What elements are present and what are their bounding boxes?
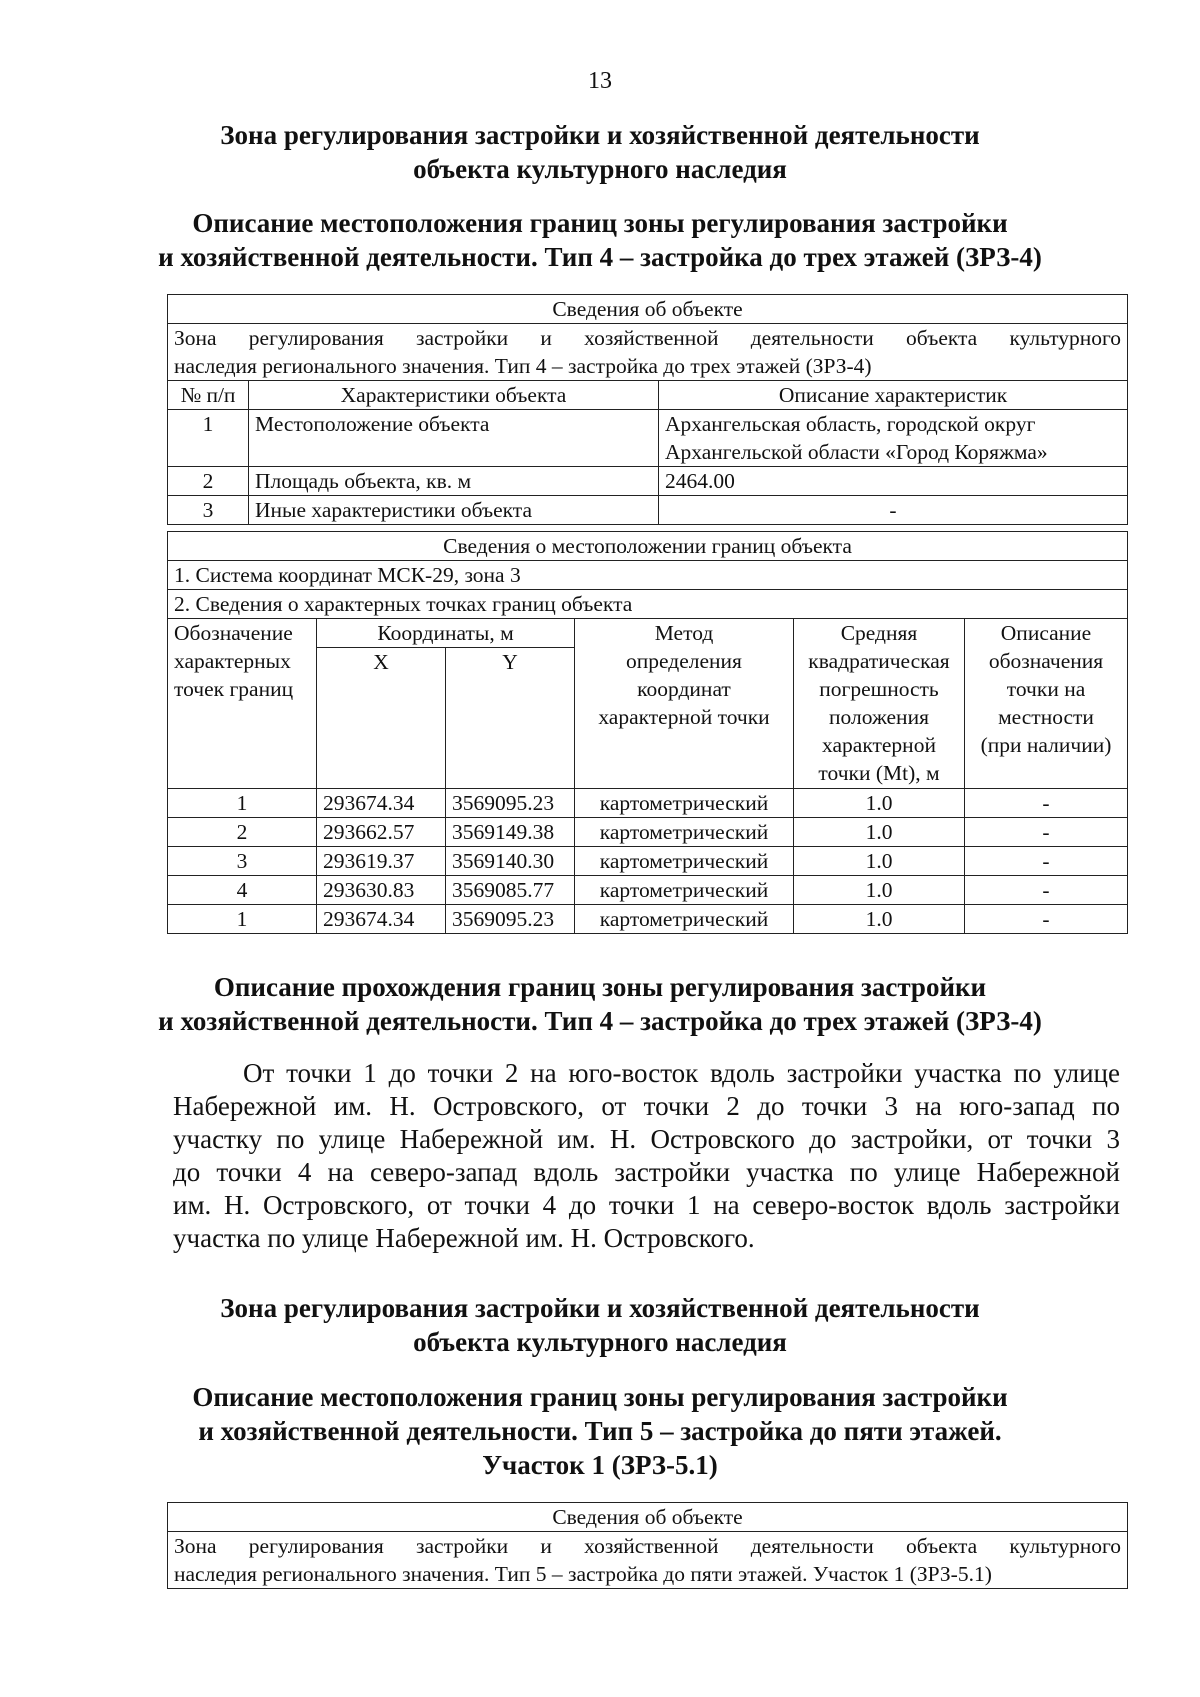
table-row: 1 293674.34 3569095.23 картометрический 1.0 -	[168, 905, 1128, 934]
table-header: Сведения об объекте	[168, 1503, 1128, 1532]
column-headers	[168, 619, 1128, 648]
boundary-location-title-2: Описание местоположения границ зоны регулирования застройки и хозяйственной деятельности. Тип 5 – застройка до пяти этажей. Участок 1 (ЗРЗ-5.1)	[192, 1382, 1008, 1480]
table-row: 4 293630.83 3569085.77 картометрический 1.0 -	[168, 876, 1128, 905]
table-header: Сведения о местоположении границ объекта	[168, 532, 1128, 561]
table-row: 1 293674.34 3569095.23 картометрический 1.0 -	[168, 789, 1128, 818]
zone-title: Зона регулирования застройки и хозяйственной деятельности объекта культурного наследия	[220, 120, 980, 184]
boundary-passage-title: Описание прохождения границ зоны регулирования застройки и хозяйственной деятельности. Тип 4 – застройка до трех этажей (ЗРЗ-4)	[158, 972, 1042, 1036]
table-row: 2 293662.57 3569149.38 картометрический 1.0 -	[168, 818, 1128, 847]
object-description: Зона регулирования застройки и хозяйственной деятельности объекта культурного наследия регионального значения. Тип 5 – застройка до пяти этажей. Участок 1 (ЗРЗ-5.1)	[168, 1532, 1128, 1589]
object-info-table-2	[167, 1502, 1128, 1589]
col-y: Y	[446, 648, 575, 789]
col-error: Средняя квадратическая погрешность положения характерной точки (Mt), м	[794, 619, 965, 789]
points-title: 2. Сведения о характерных точках границ объекта	[168, 590, 1128, 619]
col-x: X	[317, 648, 446, 789]
col-description: Описание обозначения точки на местности (при наличии)	[965, 619, 1128, 789]
boundary-points-table	[167, 531, 1128, 934]
coordinate-system: 1. Система координат МСК-29, зона 3	[168, 561, 1128, 590]
boundary-location-title: Описание местоположения границ зоны регулирования застройки и хозяйственной деятельности. Тип 4 – застройка до трех этажей (ЗРЗ-4)	[158, 208, 1042, 272]
col-designation: Обозначение характерных точек границ	[168, 619, 317, 789]
table-row: 2 Площадь объекта, кв. м 2464.00	[168, 467, 1128, 496]
table-row: 3 293619.37 3569140.30 картометрический 1.0 -	[168, 847, 1128, 876]
table-row: 1 Местоположение объекта Архангельская область, городской округ Архангельской области «Город Коряжма»	[168, 410, 1128, 467]
table-header: Сведения об объекте	[168, 295, 1128, 324]
column-headers: № п/п Характеристики объекта Описание характеристик	[168, 381, 1128, 410]
page-number: 13	[588, 68, 612, 94]
object-info-table	[167, 294, 1128, 525]
zone-title-2: Зона регулирования застройки и хозяйственной деятельности объекта культурного наследия	[220, 1293, 980, 1357]
col-method: Метод определения координат характерной точки	[575, 619, 794, 789]
boundary-description-paragraph: От точки 1 до точки 2 на юго-восток вдоль застройки участка по улице Набережной им. Н. Островского, от точки 2 до точки 3 на юго-запад по участку по улице Набережной им. Н. Островского до застройки, от точки 3 до точки 4 на северо-запад вдоль застройки участка по улице Набережной им. Н. Островского, от точки 4 до точки 1 на северо-восток вдоль застройки участка по улице Набережной им. Н. Островского.	[173, 1058, 1120, 1253]
col-coordinates: Координаты, м	[317, 619, 575, 648]
object-description: Зона регулирования застройки и хозяйственной деятельности объекта культурного наследия регионального значения. Тип 4 – застройка до трех этажей (ЗРЗ-4)	[168, 324, 1128, 381]
table-row: 3 Иные характеристики объекта -	[168, 496, 1128, 525]
